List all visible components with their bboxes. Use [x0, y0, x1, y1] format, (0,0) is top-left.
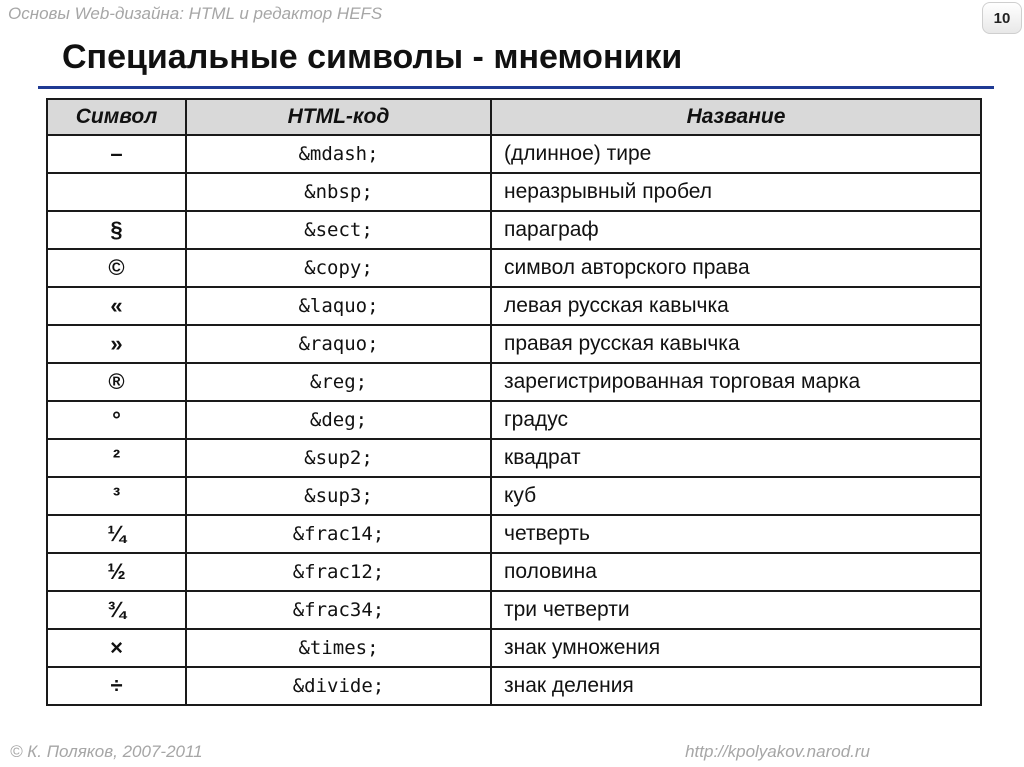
html-code-cell: &sup3; — [186, 477, 491, 515]
table-row — [47, 515, 981, 553]
html-code-cell: &frac34; — [186, 591, 491, 629]
page-number: 10 — [982, 2, 1022, 34]
name-cell: четверть — [491, 515, 981, 553]
name-cell: знак деления — [491, 667, 981, 705]
name-cell: правая русская кавычка — [491, 325, 981, 363]
html-code-cell: &divide; — [186, 667, 491, 705]
symbol-cell: ° — [47, 401, 186, 439]
html-code-cell: &sup2; — [186, 439, 491, 477]
name-cell: символ авторского права — [491, 249, 981, 287]
name-cell: три четверти — [491, 591, 981, 629]
symbol-cell: » — [47, 325, 186, 363]
name-cell: неразрывный пробел — [491, 173, 981, 211]
table-row — [47, 249, 981, 287]
footer-copyright: © К. Поляков, 2007-2011 — [10, 742, 203, 761]
symbol-cell: ½ — [47, 553, 186, 591]
name-cell: левая русская кавычка — [491, 287, 981, 325]
html-code-cell: &raquo; — [186, 325, 491, 363]
column-header-symbol: Символ — [47, 99, 186, 135]
name-cell: половина — [491, 553, 981, 591]
table-row — [47, 135, 981, 173]
html-code-cell: &frac12; — [186, 553, 491, 591]
table-row — [47, 477, 981, 515]
table-row — [47, 363, 981, 401]
name-cell: (длинное) тире — [491, 135, 981, 173]
name-cell: знак умножения — [491, 629, 981, 667]
slide-title: Специальные символы - мнемоники — [62, 38, 683, 76]
symbol-cell: « — [47, 287, 186, 325]
table-row — [47, 591, 981, 629]
symbol-cell: × — [47, 629, 186, 667]
html-code-cell: &laquo; — [186, 287, 491, 325]
symbol-cell: ÷ — [47, 667, 186, 705]
table-row — [47, 211, 981, 249]
table-row — [47, 173, 981, 211]
table-row — [47, 401, 981, 439]
symbol-cell: ¾ — [47, 591, 186, 629]
column-header-name: Название — [491, 99, 981, 135]
symbol-cell: ® — [47, 363, 186, 401]
table-row — [47, 553, 981, 591]
slide-header — [0, 0, 1024, 26]
footer-url: http://kpolyakov.narod.ru — [685, 742, 870, 761]
html-code-cell: &sect; — [186, 211, 491, 249]
html-code-cell: &frac14; — [186, 515, 491, 553]
symbol-cell: ² — [47, 439, 186, 477]
name-cell: параграф — [491, 211, 981, 249]
entities-table-container — [46, 98, 980, 706]
symbol-cell: © — [47, 249, 186, 287]
html-code-cell: &reg; — [186, 363, 491, 401]
html-code-cell: &mdash; — [186, 135, 491, 173]
title-divider — [38, 86, 994, 89]
course-title: Основы Web-дизайна: HTML и редактор HEFS — [8, 4, 383, 23]
html-code-cell: &nbsp; — [186, 173, 491, 211]
table-row — [47, 439, 981, 477]
symbol-cell — [47, 173, 186, 211]
html-code-cell: &deg; — [186, 401, 491, 439]
table-header-row — [47, 99, 981, 135]
table-header — [47, 99, 981, 135]
symbol-cell: ³ — [47, 477, 186, 515]
name-cell: квадрат — [491, 439, 981, 477]
name-cell: градус — [491, 401, 981, 439]
html-code-cell: &copy; — [186, 249, 491, 287]
table-row — [47, 325, 981, 363]
symbol-cell: § — [47, 211, 186, 249]
symbol-cell: – — [47, 135, 186, 173]
name-cell: зарегистрированная торговая марка — [491, 363, 981, 401]
column-header-html-code: HTML-код — [186, 99, 491, 135]
symbol-cell: ¼ — [47, 515, 186, 553]
entities-table — [46, 98, 982, 706]
html-code-cell: &times; — [186, 629, 491, 667]
name-cell: куб — [491, 477, 981, 515]
table-row — [47, 629, 981, 667]
table-row — [47, 287, 981, 325]
table-body — [47, 135, 981, 705]
table-row — [47, 667, 981, 705]
